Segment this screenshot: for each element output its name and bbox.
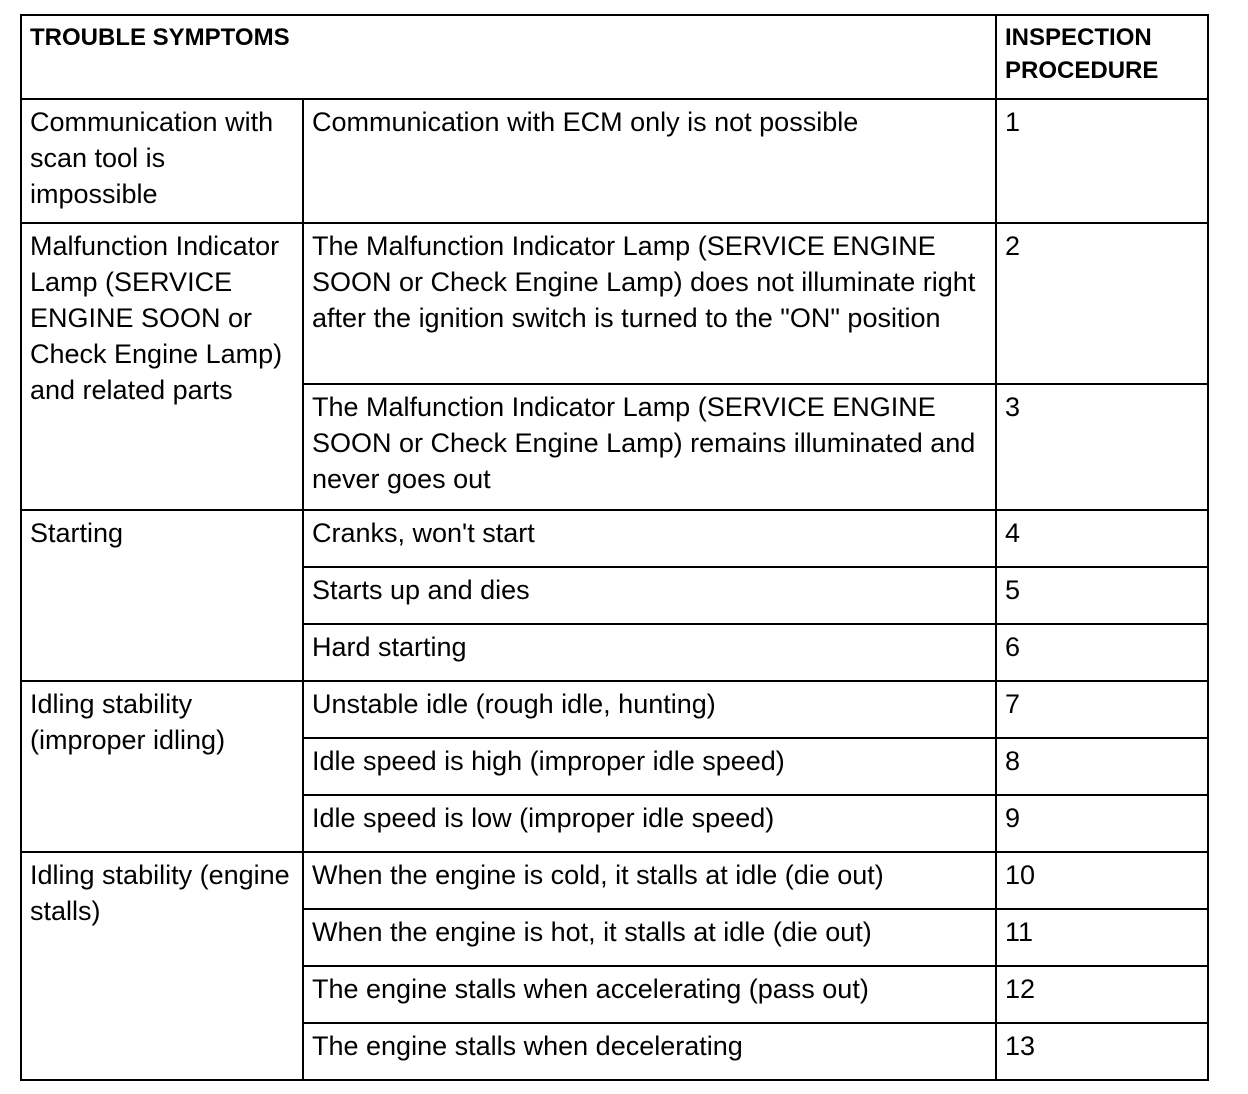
category-cell: Communication with scan tool is impossible xyxy=(21,99,303,223)
procedure-cell: 10 xyxy=(996,852,1208,909)
procedure-cell: 4 xyxy=(996,510,1208,567)
symptom-cell: When the engine is hot, it stalls at idle (die out) xyxy=(303,909,996,966)
category-cell: Starting xyxy=(21,510,303,681)
symptom-cell: The Malfunction Indicator Lamp (SERVICE ENGINE SOON or Check Engine Lamp) does not illuminate right after the ignition switch is turned to the "ON" position xyxy=(303,223,996,384)
symptom-cell: Idle speed is high (improper idle speed) xyxy=(303,738,996,795)
procedure-cell: 8 xyxy=(996,738,1208,795)
procedure-cell: 1 xyxy=(996,99,1208,223)
symptom-cell: The engine stalls when accelerating (pass out) xyxy=(303,966,996,1023)
table-row xyxy=(21,852,1208,909)
table-row xyxy=(21,223,1208,384)
trouble-symptoms-table xyxy=(20,14,1209,1081)
symptom-cell: Unstable idle (rough idle, hunting) xyxy=(303,681,996,738)
symptom-cell: Hard starting xyxy=(303,624,996,681)
procedure-cell: 3 xyxy=(996,384,1208,510)
symptom-cell: Idle speed is low (improper idle speed) xyxy=(303,795,996,852)
symptom-cell: When the engine is cold, it stalls at idle (die out) xyxy=(303,852,996,909)
category-cell: Idling stability (improper idling) xyxy=(21,681,303,852)
category-cell: Malfunction Indicator Lamp (SERVICE ENGINE SOON or Check Engine Lamp) and related parts xyxy=(21,223,303,510)
procedure-cell: 7 xyxy=(996,681,1208,738)
header-procedure-line1: INSPECTION xyxy=(1005,24,1152,51)
header-trouble-symptoms: TROUBLE SYMPTOMS xyxy=(21,15,996,99)
symptom-cell: The engine stalls when decelerating xyxy=(303,1023,996,1080)
symptom-cell: Cranks, won't start xyxy=(303,510,996,567)
procedure-cell: 13 xyxy=(996,1023,1208,1080)
symptom-cell: The Malfunction Indicator Lamp (SERVICE ENGINE SOON or Check Engine Lamp) remains illuminated and never goes out xyxy=(303,384,996,510)
procedure-cell: 9 xyxy=(996,795,1208,852)
procedure-cell: 5 xyxy=(996,567,1208,624)
procedure-cell: 6 xyxy=(996,624,1208,681)
procedure-cell: 2 xyxy=(996,223,1208,384)
procedure-cell: 12 xyxy=(996,966,1208,1023)
header-row xyxy=(21,15,1208,99)
category-cell: Idling stability (engine stalls) xyxy=(21,852,303,1080)
symptom-cell: Starts up and dies xyxy=(303,567,996,624)
symptom-cell: Communication with ECM only is not possible xyxy=(303,99,996,223)
table-row xyxy=(21,510,1208,567)
procedure-cell: 11 xyxy=(996,909,1208,966)
header-inspection-procedure xyxy=(996,15,1208,99)
header-procedure-line2: PROCEDURE xyxy=(1005,57,1159,84)
table-row xyxy=(21,99,1208,223)
table-row xyxy=(21,681,1208,738)
